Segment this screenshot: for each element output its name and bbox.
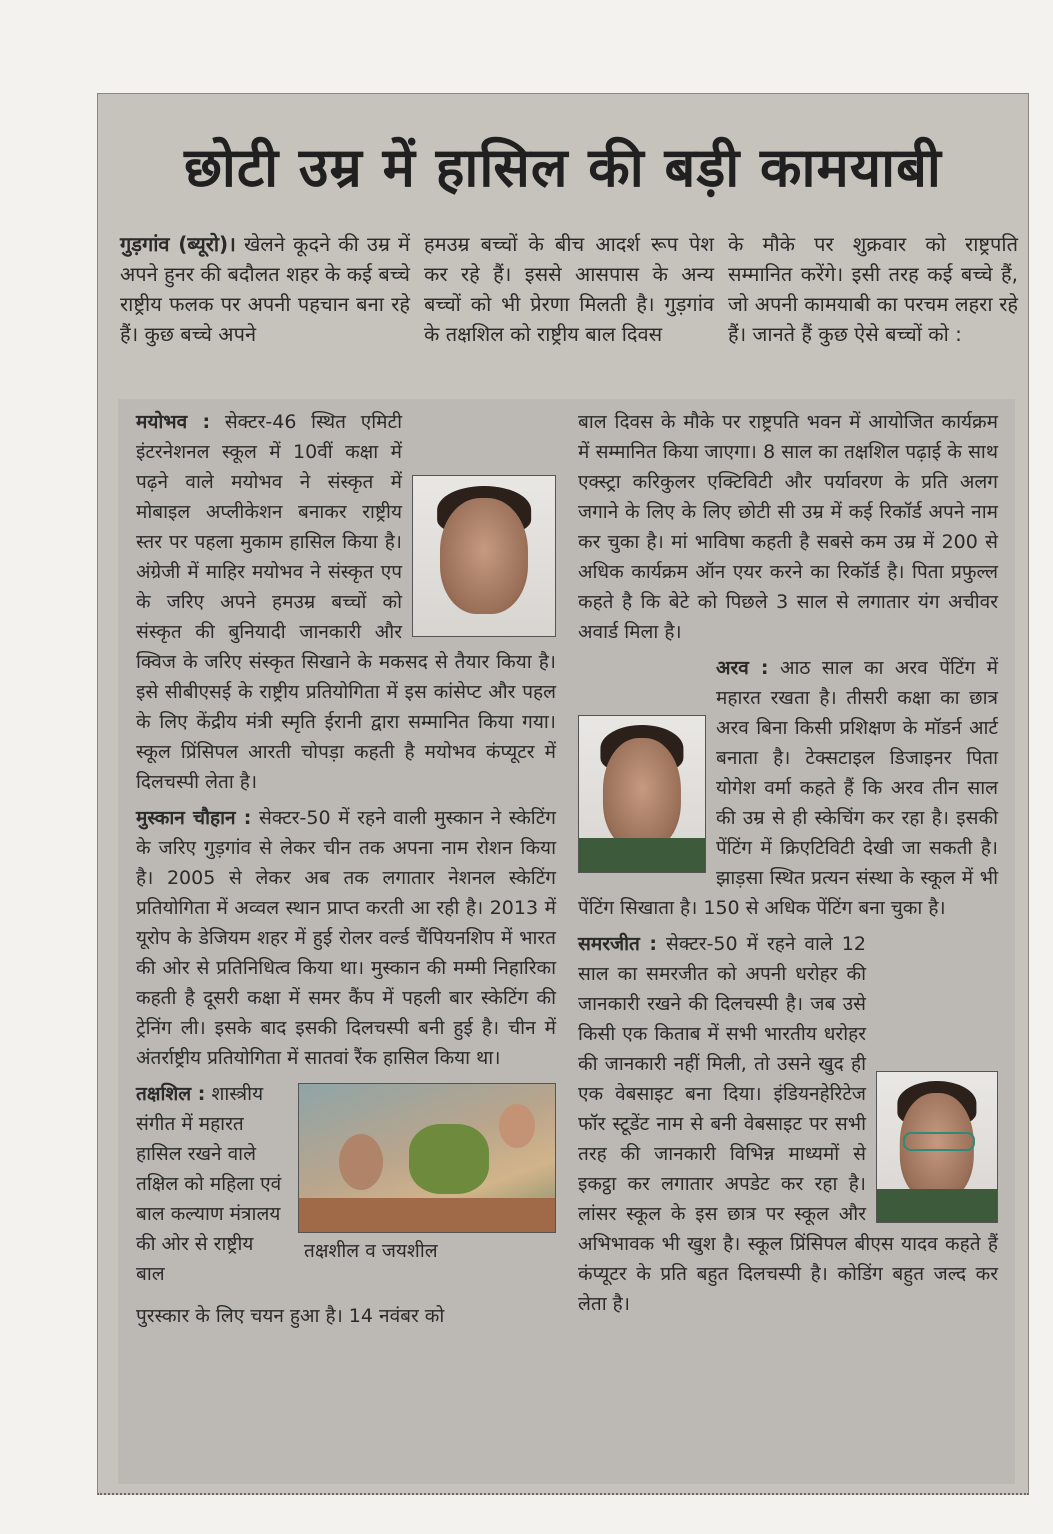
takshshil-name: तक्षशिल : [136, 1083, 206, 1105]
takshshil-photo-caption: तक्षशील व जयशील [304, 1240, 438, 1262]
table-shape [299, 1198, 555, 1232]
mayobhav-text: सेक्टर-46 स्थित एमिटी इंटरनेशनल स्कूल में 10वीं कक्षा में पढ़ने वाले मयोभव ने संस्कृत में मोबाइल अप्लीकेशन बनाकर राष्ट्रीय स्तर पर पहला मुकाम हासिल किया है। अंग्रेजी में माहिर मयोभव ने संस्कृत एप के जरिए अपने हमउम्र बच्चों को संस्कृत की बुनियादी जानकारी और क्विज के जरिए संस्कृत सिखाने के मकसद से तैयार किया है। इसे सीबीएसई के राष्ट्रीय प्रतियोगिता में इस कांसेप्ट और पहल के लिए केंद्रीय मंत्री स्मृति ईरानी द्वारा सम्मानित किया गया। स्कूल प्रिंसिपल आरती चोपड़ा कहती है मयोभव कंप्यूटर में दिलचस्पी लेता है। [136, 411, 556, 793]
left-column [136, 407, 556, 1337]
intro-text-1: खेलने कूदने की उम्र में अपने हुनर की बदौलत शहर के कई बच्चे राष्ट्रीय फलक पर अपनी पहचान बना रहे हैं। कुछ बच्चे अपने [120, 232, 411, 346]
face-shape [440, 498, 528, 613]
right-column [578, 407, 998, 1325]
takshshil-continued: पुरस्कार के लिए चयन हुआ है। 14 नवंबर को [136, 1305, 445, 1327]
mayobhav-photo [412, 475, 556, 637]
child-face-shape-2 [499, 1104, 535, 1148]
muskan-name: मुस्कान चौहान : [136, 807, 252, 829]
intro-column-2: हमउम्र बच्चों के बीच आदर्श रूप पेश कर रहे हैं। इससे आसपास के अन्य बच्चों को भी प्रेरणा मिलती है। गुड़गांव के तक्षशिल को राष्ट्रीय बाल दिवस [424, 232, 714, 346]
child-face-shape [339, 1134, 383, 1190]
profile-mayobhav [136, 407, 556, 797]
profile-samarjeet [578, 929, 998, 1319]
profiles-section [118, 399, 1015, 1484]
shirt-shape [877, 1189, 997, 1222]
glasses-shape [903, 1132, 974, 1151]
takshshil-photo [298, 1083, 556, 1233]
takshshil-paragraph [136, 1079, 286, 1289]
profile-arav [578, 653, 998, 923]
samarjeet-name: समरजीत : [578, 933, 658, 955]
dateline: गुड़गांव (ब्यूरो)। [120, 232, 236, 256]
newspaper-clipping [97, 93, 1029, 1495]
intro-column-1 [120, 229, 410, 349]
mayobhav-name: मयोभव : [136, 411, 211, 433]
headline: छोटी उम्र में हासिल की बड़ी कामयाबी [184, 135, 942, 199]
decor-shape [409, 1124, 489, 1194]
arav-photo [578, 715, 706, 873]
shirt-shape [579, 838, 705, 872]
arav-name: अरव : [716, 657, 769, 679]
takshshil-text: शास्त्रीय संगीत में महारत हासिल रखने वाले तक्षिल को महिला एवं बाल कल्याण मंत्रालय की ओर से राष्ट्रीय बाल [136, 1083, 282, 1285]
arav-text: आठ साल का अरव पेंटिंग में महारत रखता है। तीसरी कक्षा का छात्र अरव बिना किसी प्रशिक्षण के मॉडर्न आर्ट बनाता है। टेक्सटाइल डिजाइनर पिता योगेश वर्मा कहते हैं कि अरव तीन साल की उम्र से ही स्केचिंग कर रहा है। इसकी पेंटिंग में क्रिएटिविटी देखी जा सकती है। झाड़सा स्थित प्रत्यन संस्था के स्कूल में भी पेंटिंग सिखाता है। 150 से अधिक पेंटिंग बना चुका है। [578, 657, 998, 919]
muskan-text: सेक्टर-50 में रहने वाली मुस्कान ने स्केटिंग के जरिए गुड़गांव से लेकर चीन तक अपना नाम रोशन किया है। 2005 से लेकर अब तक लगातार नेशनल स्केटिंग प्रतियोगिता में अव्वल स्थान प्राप्त करती आ रही है। 2013 में यूरोप के डेजियम शहर में हुई रोलर वर्ल्ड चैंपियनशिप में भारत की ओर से प्रतिनिधित्व किया था। मुस्कान की मम्मी निहारिका कहती है दूसरी कक्षा में समर कैंप में पहली बार स्केटिंग की ट्रेनिंग ली। इसके बाद इसकी दिलचस्पी बनी हुई है। चीन में अंतर्राष्ट्रीय प्रतियोगिता में सातवां रैंक हासिल किया था। [136, 807, 556, 1069]
profile-muskan [136, 803, 556, 1073]
muskan-paragraph [136, 803, 556, 1073]
samarjeet-photo [876, 1071, 998, 1223]
samarjeet-text: सेक्टर-50 में रहने वाले 12 साल का समरजीत को अपनी धरोहर की जानकारी रखने की दिलचस्पी है। जब उसे किसी एक किताब में सभी भारतीय धरोहर की जानकारी नहीं मिली, तो उसने खुद ही एक वेबसाइट बना दिया। इंडियनहेरिटेज फॉर स्टूडेंट नाम से बनी वेबसाइट पर सभी तरह की जानकारी विभिन्न माध्यमों से इकट्ठा कर लगातार अपडेट कर रहा है। लांसर स्कूल के इस छात्र पर स्कूल और अभिभावक भी खुश है। स्कूल प्रिंसिपल बीएस यादव कहते हैं कंप्यूटर के प्रति बहुत दिलचस्पी है। कोडिंग बहुत जल्द कर लेता है। [578, 933, 998, 1315]
profile-takshshil [136, 1079, 556, 1337]
intro-column-3: के मौके पर शुक्रवार को राष्ट्रपति सम्मानित करेंगे। इसी तरह कई बच्चे हैं, जो अपनी कामयाबी का परचम लहरा रहे हैं। जानते हैं कुछ ऐसे बच्चों को : [728, 232, 1018, 346]
takshshil-column-2: बाल दिवस के मौके पर राष्ट्रपति भवन में आयोजित कार्यक्रम में सम्मानित किया जाएगा। 8 साल का तक्षशिल पढ़ाई के साथ एक्स्ट्रा करिकुलर एक्टिविटी और पर्यावरण के प्रति अलग जगाने के लिए के लिए छोटी सी उम्र में कई रिकॉर्ड अपने नाम कर चुका है। मां भाविषा कहती है सबसे कम उम्र में 200 से अधिक कार्यक्रम ऑन एयर करने का रिकॉर्ड है। पिता प्रफुल्ल कहते है कि बेटे को पिछले 3 साल से लगातार यंग अचीवर अवार्ड मिला है। [578, 411, 998, 643]
face-shape [603, 738, 681, 850]
